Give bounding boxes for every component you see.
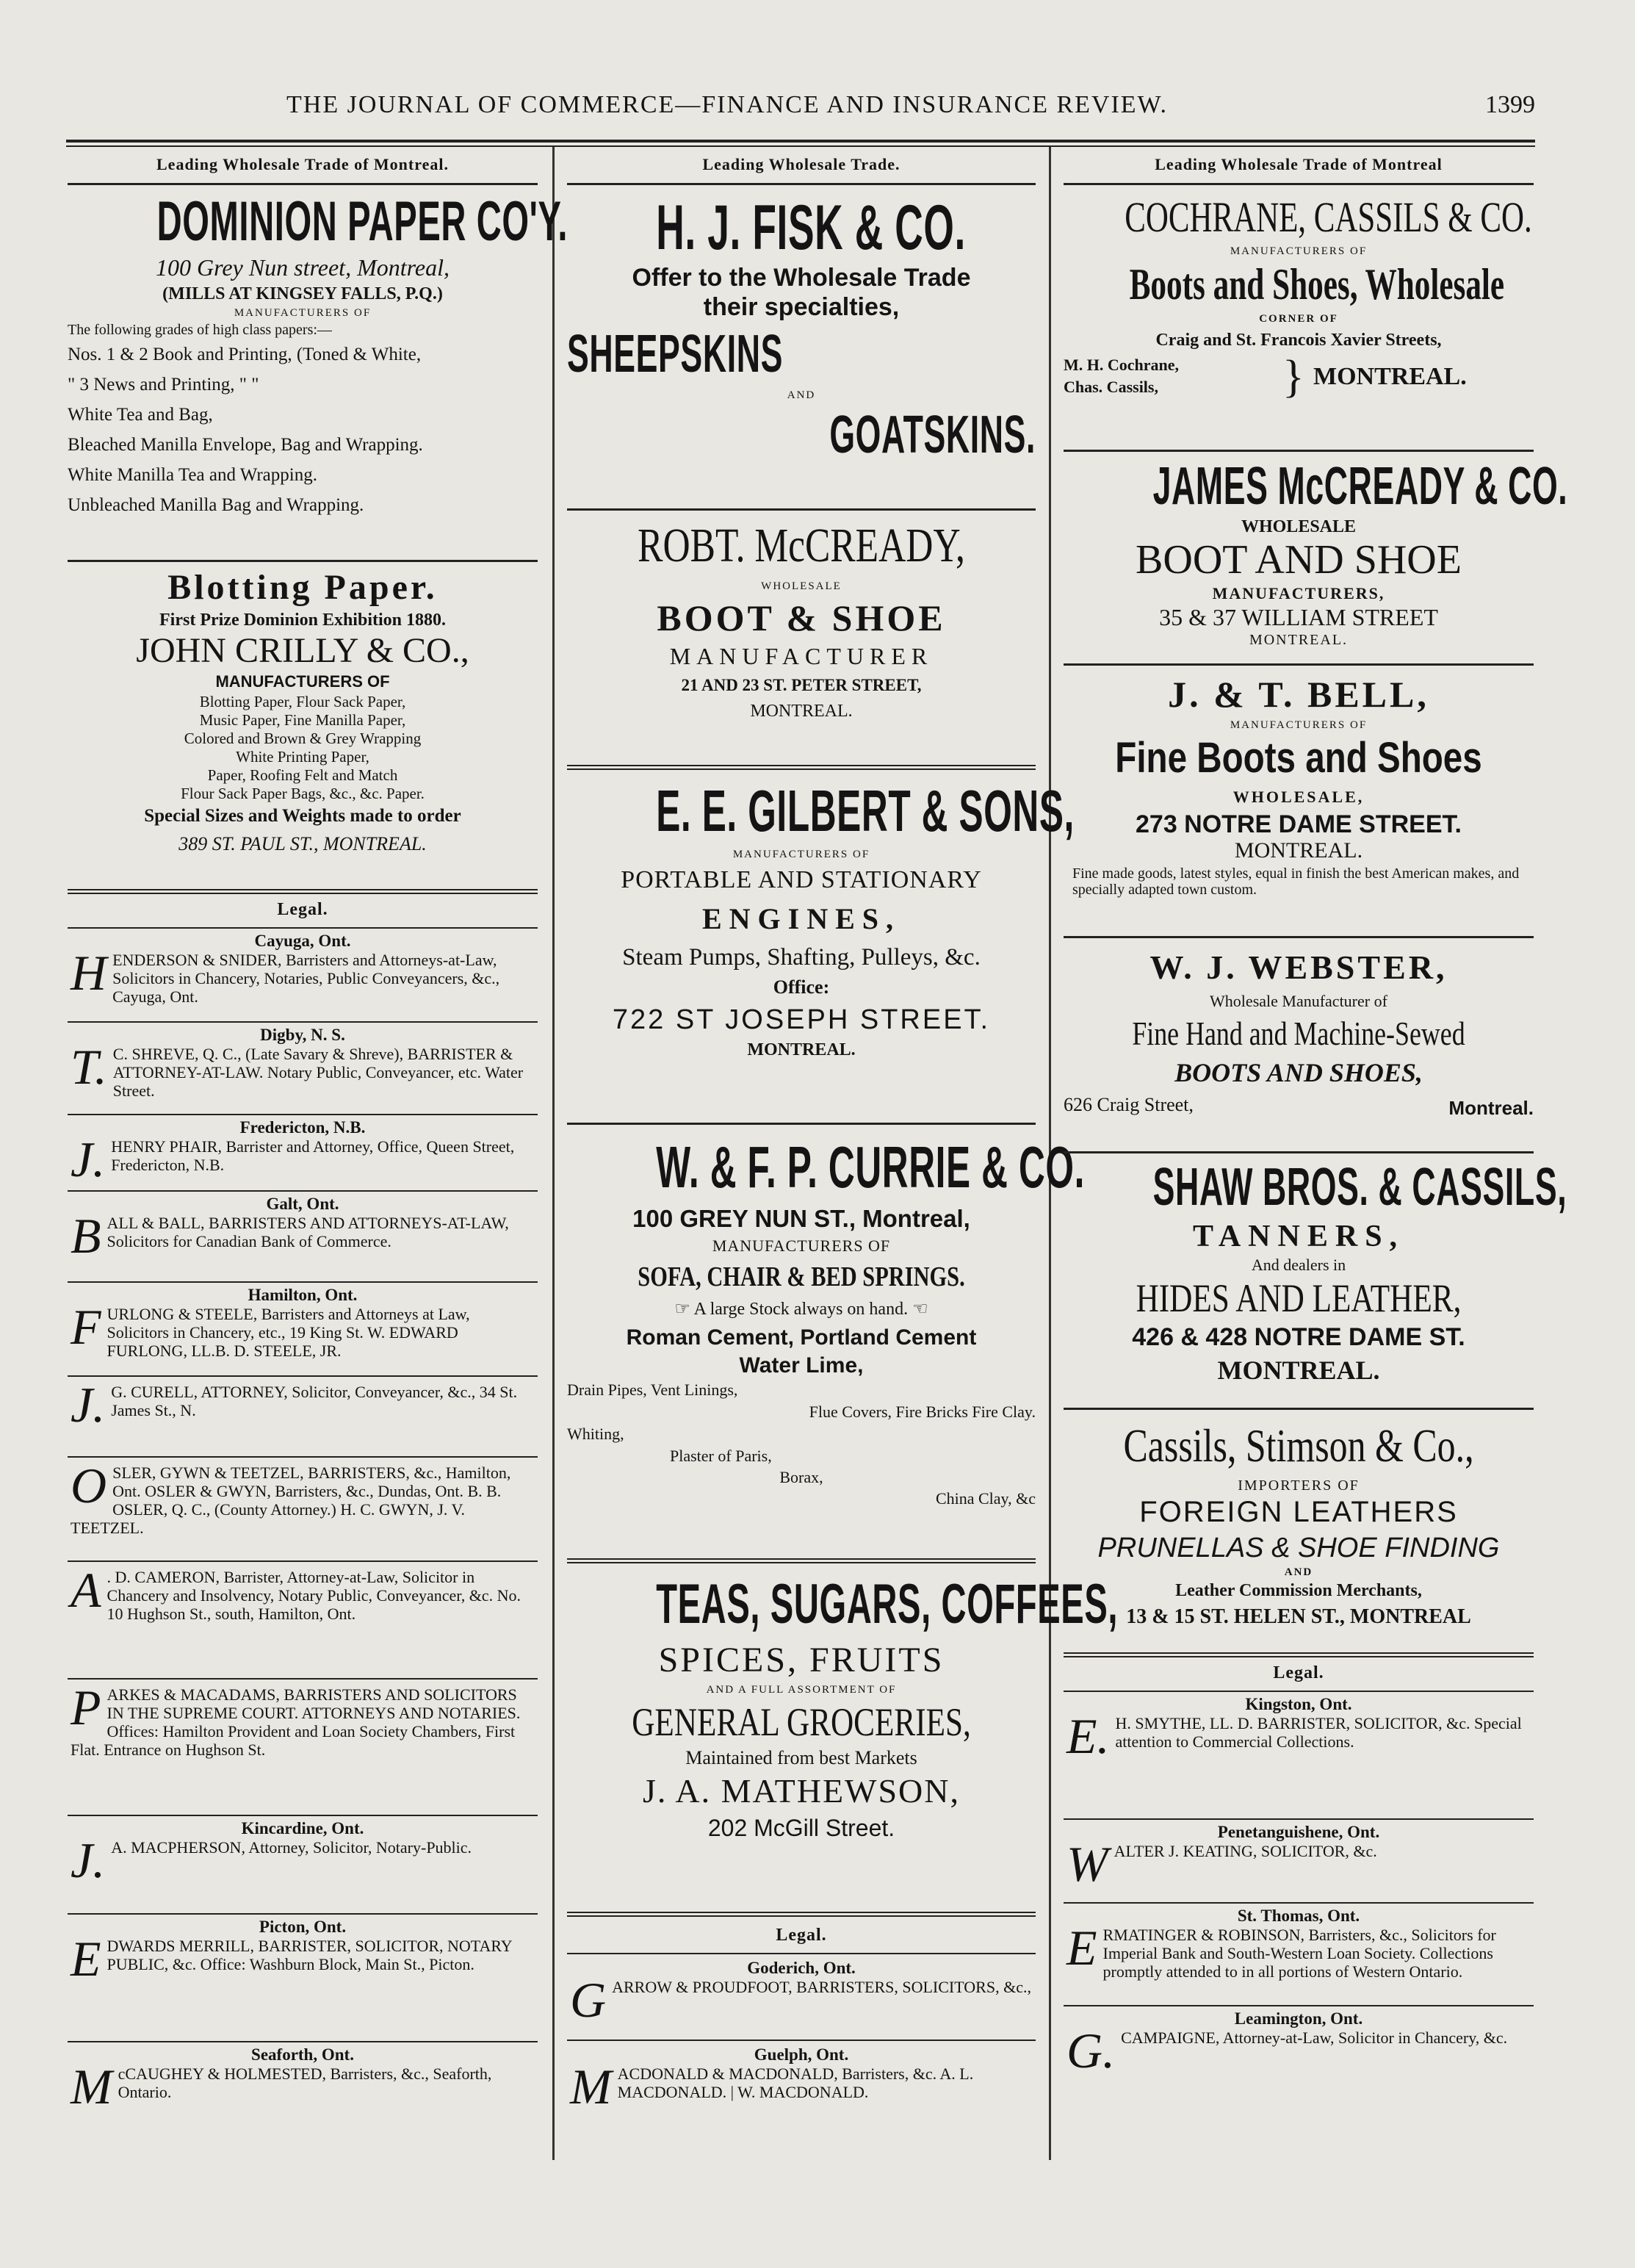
legal-initial: M — [71, 2059, 112, 2114]
ad-note: Fine made goods, latest styles, equal in finish the best American makes, and specially adapted town custom. — [1072, 865, 1520, 898]
ad-boots: Boots and Shoes, Wholesale — [1129, 260, 1505, 309]
legal-text: H. SMYTHE, LL. D. BARRISTER, SOLICITOR, &c. Special attention to Commercial Collections. — [1115, 1714, 1522, 1751]
ad-partner: M. H. Cochrane, — [1064, 356, 1180, 374]
legal-entry — [1064, 1818, 1534, 1902]
legal-initial: A — [71, 1562, 101, 1618]
legal-text: G. CURELL, ATTORNEY, Solicitor, Conveyancer, &c., 34 St. James St., N. — [111, 1383, 518, 1419]
ad-blotting: Blotting Paper. — [167, 568, 438, 607]
legal-place: Hamilton, Ont. — [248, 1286, 358, 1304]
ad-webster — [1064, 936, 1534, 1151]
ad-line: White Printing Paper, — [236, 748, 369, 766]
legal-text: ARKES & MACADAMS, BARRISTERS AND SOLICITORS IN THE SUPREME COURT. ATTORNEYS AND NOTARIES. Offices: Hamilton Provident and Loan Society Chambers, First Flat. Entrance on Hughson St. — [71, 1685, 521, 1759]
ad-address: 100 GREY NUN ST., Montreal, — [632, 1205, 970, 1232]
ad-line: Steam Pumps, Shafting, Pulleys, &c. — [622, 944, 981, 971]
legal-place: Penetanguishene, Ont. — [1217, 1823, 1380, 1841]
header-rule-thin — [66, 145, 1535, 147]
ad-name: DOMINION PAPER CO'Y. — [156, 190, 569, 253]
ad-wholesale: WHOLESALE — [761, 580, 842, 592]
ad-dealers: And dealers in — [1251, 1256, 1346, 1274]
legal-entry — [68, 1375, 538, 1456]
legal-text: SLER, GYWN & TEETZEL, BARRISTERS, &c., Hamilton, Ont. OSLER & GWYN, Barristers, &c., Dundas, Ont. B. B. OSLER, Q. C., (County Attorney.) H. C. GWYN, J. V. TEETZEL. — [71, 1464, 511, 1537]
journal-title: THE JOURNAL OF COMMERCE—FINANCE AND INSURANCE REVIEW. — [286, 91, 1169, 118]
ad-city: MONTREAL. — [1313, 363, 1467, 390]
legal-initial: J. — [71, 1377, 106, 1433]
ad-city: MONTREAL. — [1217, 1356, 1380, 1385]
ad-currie — [567, 1123, 1086, 1558]
legal-text: DWARDS MERRILL, BARRISTER, SOLICITOR, NOTARY PUBLIC, &c. Office: Washburn Block, Main St., Picton. — [107, 1937, 512, 1973]
legal-text: RMATINGER & ROBINSON, Barristers, &c., Solicitors for Imperial Bank and South-Western Loan Society. Collections promptly attended to in all portions of Western Ontario. — [1102, 1926, 1496, 1981]
heading-text: Leading Wholesale Trade of Montreal. — [156, 155, 449, 173]
legal-entry — [567, 1953, 1036, 2040]
ad-intro: The following grades of high class papers:— — [68, 322, 332, 338]
ad-boot-shoe: BOOT & SHOE — [657, 597, 946, 638]
ad-line: Bleached Manilla Envelope, Bag and Wrapping. — [68, 435, 423, 455]
ad-manuf: MANUFACTURERS OF — [215, 672, 390, 691]
ad-address: 273 NOTRE DAME STREET. — [1136, 810, 1462, 838]
legal-initial: J. — [71, 1832, 106, 1888]
ad-leather: Leather Commission Merchants, — [1175, 1581, 1422, 1600]
ad-city: MONTREAL. — [1249, 632, 1349, 648]
legal-initial: G. — [1066, 2023, 1116, 2078]
legal-entry — [1064, 2005, 1534, 2090]
ad-shaw-bros — [1064, 1151, 1567, 1408]
ad-address: 202 McGill Street. — [707, 1815, 895, 1841]
legal-entry — [68, 1021, 538, 1114]
ad-boot-shoe: BOOT AND SHOE — [1136, 537, 1462, 583]
ad-city: MONTREAL. — [747, 1040, 856, 1059]
ad-line: Flour Sack Paper Bags, &c., &c. Paper. — [181, 785, 425, 802]
legal-text: ACDONALD & MACDONALD, Barristers, &c. A. L. MACDONALD. | W. MACDONALD. — [617, 2064, 974, 2101]
section-heading — [1064, 155, 1534, 183]
legal-text: cCAUGHEY & HOLMESTED, Barristers, &c., Seaforth, Ontario. — [118, 2064, 492, 2101]
legal-initial: H — [71, 945, 107, 1001]
ad-line: Unbleached Manilla Bag and Wrapping. — [68, 495, 364, 515]
ad-wholesale: WHOLESALE, — [1232, 788, 1365, 806]
legal-initial: E — [1066, 1920, 1097, 1976]
ad-partners — [1064, 353, 1534, 404]
ad-importers: IMPORTERS OF — [1238, 1477, 1360, 1494]
legal-place: Galt, Ont. — [266, 1195, 339, 1213]
ad-address: 13 & 15 ST. HELEN ST., MONTREAL — [1126, 1605, 1471, 1628]
legal-text: C. SHREVE, Q. C., (Late Savary & Shreve), BARRISTER & ATTORNEY-AT-LAW. Notary Public, Conveyancer, etc. Water Street. — [112, 1045, 524, 1100]
legal-heading: Legal. — [277, 900, 328, 919]
ad-prunellas: PRUNELLAS & SHOE FINDING — [1097, 1533, 1500, 1563]
ad-james-mccready — [1064, 450, 1568, 663]
brace-glyph: } — [1282, 352, 1304, 402]
ad-name: W. J. WEBSTER, — [1149, 948, 1448, 986]
ad-and: AND — [1284, 1566, 1313, 1578]
legal-place: Digby, N. S. — [260, 1026, 345, 1044]
ad-cochrane-cassils — [1064, 183, 1534, 450]
ad-prize: First Prize Dominion Exhibition 1880. — [159, 611, 446, 630]
ad-special: Special Sizes and Weights made to order — [144, 806, 461, 826]
legal-initial: T. — [71, 1039, 107, 1095]
ad-address: 21 AND 23 ST. PETER STREET, — [681, 676, 922, 694]
legal-entry — [68, 1114, 538, 1190]
ad-spices: SPICES, FRUITS — [658, 1641, 945, 1680]
ad-foreign: FOREIGN LEATHERS — [1139, 1496, 1458, 1528]
legal-place: Kingston, Ont. — [1245, 1695, 1352, 1713]
legal-initial: P — [71, 1680, 101, 1735]
ad-name: ROBT. McCREADY, — [638, 519, 965, 572]
column-left — [68, 151, 569, 2164]
ad-groceries: GENERAL GROCERIES, — [632, 1700, 971, 1744]
ad-name: J. A. MATHEWSON, — [643, 1772, 960, 1810]
legal-text: . D. CAMERON, Barrister, Attorney-at-Law, Solicitor in Chancery and Insolvency, Notary Public, Conveyancer, &c. No. 10 Hughson St., south, Hamilton, Ont. — [107, 1568, 521, 1623]
ad-item: Borax, — [779, 1468, 823, 1486]
ad-item: Drain Pipes, Vent Linings, — [567, 1380, 738, 1399]
ad-tanners: TANNERS, — [1192, 1220, 1405, 1253]
ad-city: Montreal. — [1448, 1097, 1534, 1119]
ad-fine: Fine Boots and Shoes — [1115, 734, 1482, 782]
column-divider — [552, 147, 555, 2160]
ad-address: 35 & 37 WILLIAM STREET — [1159, 604, 1438, 630]
ad-corner: CORNER OF — [1259, 313, 1338, 325]
legal-initial: G — [570, 1972, 607, 2028]
page-header — [66, 82, 1535, 134]
ad-fisk — [567, 183, 1036, 508]
heading-text: Leading Wholesale Trade of Montreal — [1155, 155, 1443, 173]
legal-text: A. MACPHERSON, Attorney, Solicitor, Notary-Public. — [111, 1838, 472, 1857]
page-number: 1399 — [1485, 91, 1535, 118]
legal-heading: Legal. — [1273, 1663, 1324, 1682]
legal-initial: W — [1066, 1836, 1108, 1892]
ad-boots: BOOTS AND SHOES, — [1174, 1058, 1423, 1087]
legal-place: Cayuga, Ont. — [254, 932, 351, 950]
ad-mills: (MILLS AT KINGSEY FALLS, P.Q.) — [162, 284, 443, 303]
legal-heading: Legal. — [776, 1926, 827, 1945]
ad-address: 389 ST. PAUL ST., MONTREAL. — [178, 833, 427, 854]
ad-manuf: MANUFACTURERS OF — [1230, 245, 1368, 257]
ad-hides: HIDES AND LEATHER, — [1136, 1276, 1462, 1320]
legal-text: ENDERSON & SNIDER, Barristers and Attorneys-at-Law, Solicitors in Chancery, Notaries, Public Conveyancers, &c., Cayuga, Ont. — [112, 951, 500, 1006]
ad-offer: Offer to the Wholesale Trade — [632, 264, 971, 292]
ad-line: Nos. 1 & 2 Book and Printing, (Toned & White, — [68, 345, 422, 364]
ad-assort: AND A FULL ASSORTMENT OF — [706, 1684, 897, 1696]
ad-wholesale: WHOLESALE — [1241, 517, 1357, 536]
legal-entry — [1064, 1902, 1534, 2005]
ad-line: PORTABLE AND STATIONARY — [621, 866, 982, 893]
ad-item: Whiting, — [567, 1425, 624, 1443]
ad-robt-mccready — [567, 508, 1036, 765]
ad-mathewson — [567, 1558, 1119, 1912]
ad-address: 722 ST JOSEPH STREET. — [612, 1004, 991, 1035]
ad-springs: SOFA, CHAIR & BED SPRINGS. — [638, 1261, 965, 1292]
legal-initial: E. — [1066, 1708, 1110, 1764]
legal-entry — [68, 927, 538, 1021]
legal-entry — [68, 1456, 538, 1560]
ad-cement: Roman Cement, Portland Cement — [626, 1325, 977, 1350]
column-right — [1064, 151, 1568, 2164]
ad-line: Colored and Brown & Grey Wrapping — [184, 730, 422, 747]
ad-sheepskins: SHEEPSKINS — [567, 325, 783, 384]
legal-initial: F — [71, 1299, 101, 1355]
ad-goatskins: GOATSKINS. — [829, 406, 1036, 464]
legal-section — [68, 889, 538, 2172]
ad-cassils-stimson — [1064, 1408, 1534, 1652]
legal-place: Fredericton, N.B. — [239, 1118, 366, 1137]
ad-name: JOHN CRILLY & CO., — [136, 631, 469, 670]
ad-offer2: their specialties, — [703, 293, 900, 321]
legal-place: Goderich, Ont. — [747, 1959, 856, 1977]
legal-text: ALTER J. KEATING, SOLICITOR, &c. — [1114, 1842, 1377, 1860]
ad-manuf: MANUFACTURERS OF — [234, 307, 372, 319]
ad-city: MONTREAL. — [1234, 838, 1363, 863]
ad-line: White Manilla Tea and Wrapping. — [68, 465, 317, 485]
ad-office: Office: — [773, 976, 830, 998]
legal-place: Kincardine, Ont. — [241, 1819, 364, 1837]
heading-text: Leading Wholesale Trade. — [702, 155, 900, 173]
ad-name: W. & F. P. CURRIE & CO. — [656, 1134, 1086, 1200]
legal-section — [1064, 1652, 1534, 2078]
ad-bell — [1064, 663, 1534, 936]
section-heading — [68, 155, 538, 183]
ad-sub: Wholesale Manufacturer of — [1210, 992, 1387, 1010]
ad-stock: ☞ A large Stock always on hand. ☜ — [674, 1300, 928, 1319]
ad-street-row — [1064, 1090, 1534, 1120]
legal-initial: O — [71, 1458, 107, 1513]
legal-entry — [68, 2041, 538, 2126]
ad-line: " 3 News and Printing, " " — [68, 375, 259, 395]
ad-dominion-paper — [68, 183, 569, 560]
ad-street: 626 Craig Street, — [1064, 1094, 1194, 1115]
ad-name: E. E. GILBERT & SONS, — [656, 778, 1075, 843]
legal-text: URLONG & STEELE, Barristers and Attorneys at Law, Solicitors in Chancery, etc., 19 King St. W. EDWARD FURLONG, LL.B. D. STEELE, JR. — [107, 1305, 470, 1360]
legal-entry — [567, 2040, 1036, 2156]
ad-item: China Clay, &c — [935, 1489, 1036, 1508]
legal-place: Picton, Ont. — [259, 1918, 347, 1936]
header-rule — [66, 140, 1535, 143]
legal-place: Guelph, Ont. — [754, 2045, 849, 2064]
ad-name: JAMES McCREADY & CO. — [1152, 457, 1568, 516]
ad-name: H. J. FISK & CO. — [656, 192, 966, 263]
legal-text: HENRY PHAIR, Barrister and Attorney, Office, Queen Street, Fredericton, N.B. — [111, 1137, 515, 1174]
legal-entry — [68, 1815, 538, 1913]
ad-manuf: MANUFACTURERS OF — [712, 1236, 891, 1255]
ad-name: SHAW BROS. & CASSILS, — [1152, 1158, 1567, 1217]
legal-initial: E — [71, 1931, 101, 1987]
ad-line: White Tea and Bag, — [68, 405, 213, 425]
ad-name: Cassils, Stimson & Co., — [1123, 1419, 1474, 1472]
ad-item: Flue Covers, Fire Bricks Fire Clay. — [809, 1403, 1036, 1421]
legal-place: St. Thomas, Ont. — [1237, 1907, 1360, 1925]
legal-initial: B — [71, 1208, 101, 1264]
legal-place: Leamington, Ont. — [1234, 2009, 1363, 2028]
ad-name: J. & T. BELL, — [1168, 674, 1429, 715]
legal-entry — [68, 1281, 538, 1375]
ad-manuf: MANUFACTURERS, — [1212, 584, 1385, 602]
legal-entry — [68, 1913, 538, 2041]
ad-manuf: MANUFACTURERS OF — [732, 849, 870, 860]
ad-line: Music Paper, Fine Manilla Paper, — [199, 711, 406, 729]
ad-john-crilly — [68, 560, 538, 889]
legal-entry — [68, 1190, 538, 1281]
ad-engines: ENGINES, — [701, 902, 901, 935]
ad-line: Paper, Roofing Felt and Match — [207, 766, 398, 784]
section-heading — [567, 155, 1036, 183]
ad-address: 426 & 428 NOTRE DAME ST. — [1132, 1323, 1465, 1351]
ad-name: COCHRANE, CASSILS & CO. — [1125, 193, 1532, 241]
legal-text: ALL & BALL, BARRISTERS AND ATTORNEYS-AT-LAW, Solicitors for Canadian Bank of Commerce. — [107, 1214, 509, 1250]
ad-line: Blotting Paper, Flour Sack Paper, — [199, 693, 406, 710]
ad-teas: TEAS, SUGARS, COFFEES, — [656, 1573, 1119, 1635]
legal-entry — [1064, 1691, 1534, 1818]
ad-partner: Chas. Cassils, — [1064, 378, 1158, 396]
ad-maintained: Maintained from best Markets — [685, 1747, 917, 1768]
ad-item: Plaster of Paris, — [670, 1447, 772, 1465]
legal-section — [567, 1912, 1036, 2181]
legal-place: Seaforth, Ont. — [251, 2045, 354, 2064]
ad-address: 100 Grey Nun street, Montreal, — [156, 254, 450, 281]
ad-city: MONTREAL. — [750, 702, 853, 721]
ad-and: AND — [787, 389, 816, 401]
ad-fine: Fine Hand and Machine-Sewed — [1132, 1015, 1465, 1052]
legal-entry — [68, 1560, 538, 1678]
legal-text: CAMPAIGNE, Attorney-at-Law, Solicitor in Chancery, &c. — [1121, 2028, 1508, 2047]
ad-streets: Craig and St. Francois Xavier Streets, — [1155, 331, 1442, 350]
legal-initial: J. — [71, 1131, 106, 1187]
ad-manuf: MANUFACTURERS OF — [1230, 719, 1368, 731]
legal-text: ARROW & PROUDFOOT, BARRISTERS, SOLICITORS, &c., — [612, 1978, 1031, 1996]
legal-entry — [68, 1678, 538, 1815]
ad-manufacturer: MANUFACTURER — [669, 643, 934, 669]
legal-initial: M — [570, 2059, 612, 2114]
ad-lime: Water Lime, — [739, 1353, 864, 1378]
ad-gilbert — [567, 765, 1075, 1123]
